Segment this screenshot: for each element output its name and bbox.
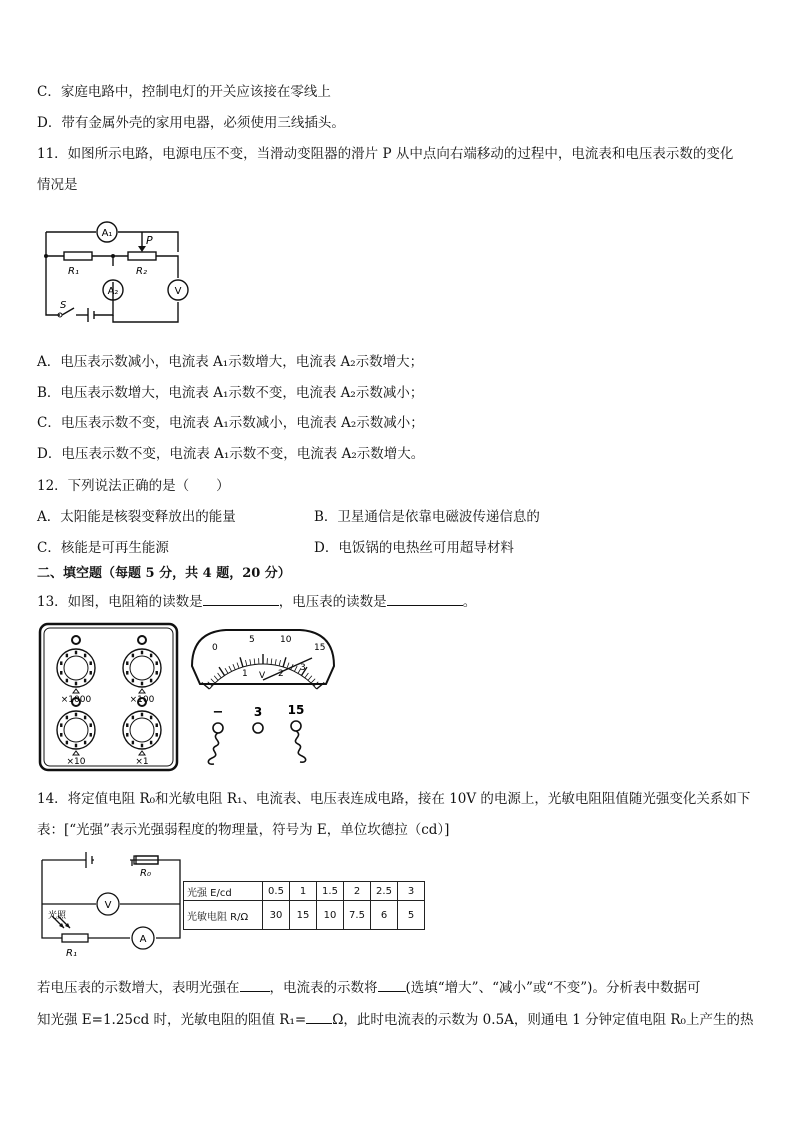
scale-tick [233, 664, 235, 670]
dial-digit-mark [75, 713, 77, 717]
dial-digit-mark [90, 661, 92, 665]
terminal-3-label: 3 [253, 705, 263, 719]
q11-option-c: C．电压表示数不变，电流表 A₁示数减小，电流表 A₂示数减小； [37, 415, 424, 431]
dial-digit-mark [84, 679, 86, 683]
q14-question-line2 [37, 1010, 753, 1029]
ammeter-a1-label: A₁ [101, 228, 113, 239]
scale-tick [275, 659, 276, 665]
terminal-negative-label: − [212, 705, 224, 720]
dial-digit-mark [156, 733, 158, 737]
table-cell: 6 [371, 901, 398, 930]
scale-unit-v: V [259, 671, 266, 681]
dial-digit-mark [84, 741, 86, 745]
dial-digit-mark [90, 671, 92, 675]
scale-tick [287, 663, 289, 669]
table-cell: 10 [317, 901, 344, 930]
dial-pointer [73, 689, 79, 693]
table-cell: 光敏电阻 R/Ω [184, 901, 263, 930]
dial-digit-mark [150, 716, 152, 720]
q14-blank-1[interactable] [240, 978, 270, 992]
dial-digit-mark [150, 654, 152, 658]
dial-pointer [139, 689, 145, 693]
q12-option-b: B．卫星通信是依靠电磁波传递信息的 [314, 509, 540, 525]
scale-tick [311, 679, 315, 683]
dial-ring [123, 649, 161, 687]
dial-digit-mark [90, 723, 92, 727]
q14-circuit-diagram [38, 846, 184, 960]
q14-stem-line1: 14．将定值电阻 R₀和光敏电阻 R₁、电流表、电压表连成电路，接在 10V 的电源上，光敏电阻阻值随光强变化关系如下 [37, 791, 751, 807]
dial-digit-mark [75, 651, 77, 655]
dial-digit-mark [141, 744, 143, 748]
r0-label: R₀ [140, 868, 151, 879]
scale-bottom-1: 1 [242, 669, 248, 679]
table-cell: 30 [263, 901, 290, 930]
q14-blank-3[interactable] [306, 1010, 332, 1024]
dial-digit-mark [141, 682, 143, 686]
q12-option-a: A．太阳能是核裂变释放出的能量 [37, 509, 236, 525]
dial-ring [64, 718, 88, 742]
dial-digit-mark [90, 733, 92, 737]
dial-label-x1: ×1 [135, 757, 149, 767]
q12-option-d: D．电饭锅的电热丝可用超导材料 [314, 540, 514, 556]
dial-digit-mark [132, 654, 134, 658]
q13-blank-2[interactable] [387, 592, 463, 606]
dial-digit-mark [141, 713, 143, 717]
slider-p-label: P [146, 234, 153, 247]
q14-text-5: Ω，此时电流表的示数为 0.5A，则通电 1 分钟定值电阻 R₀上产生的热 [332, 1012, 754, 1028]
scale-tick [219, 667, 224, 675]
q14-blank-2[interactable] [378, 978, 406, 992]
terminal-knob [138, 636, 146, 644]
resistance-box-figure [38, 622, 180, 772]
table-cell: 2 [344, 882, 371, 901]
dial-digit-mark [126, 723, 128, 727]
dial-digit-mark [132, 679, 134, 683]
dial-digit-mark [84, 716, 86, 720]
scale-tick [225, 668, 228, 673]
ammeter-a2-label: A₂ [107, 286, 119, 297]
q13-stem [37, 592, 476, 611]
scale-top-10: 10 [280, 635, 292, 645]
option-d-line: D．带有金属外壳的家用电器，必须使用三线插头。 [37, 115, 345, 131]
dial-ring [123, 711, 161, 749]
dial-digit-mark [60, 733, 62, 737]
table-cell: 3 [398, 882, 425, 901]
q14-text-1: 若电压表的示数增大，表明光强在 [37, 980, 240, 996]
scale-tick [245, 660, 246, 666]
scale-tick [283, 657, 286, 667]
dial-label-x10: ×10 [66, 757, 86, 767]
dial-digit-mark [126, 671, 128, 675]
scale-tick [240, 657, 243, 667]
scale-top-5: 5 [249, 635, 255, 645]
table-cell: 5 [398, 901, 425, 930]
dial-digit-mark [150, 741, 152, 745]
light-resistance-table [183, 881, 425, 930]
dial-digit-mark [141, 651, 143, 655]
q13-text-b: ，电压表的读数是 [278, 594, 387, 610]
dial-digit-mark [60, 671, 62, 675]
voltmeter-v-label: V [104, 900, 112, 911]
dial-ring [64, 656, 88, 680]
dial-digit-mark [75, 682, 77, 686]
dial-digit-mark [156, 723, 158, 727]
q14-question-line1 [37, 978, 700, 997]
dial-ring [130, 718, 154, 742]
table-cell: 1.5 [317, 882, 344, 901]
dial-digit-mark [66, 654, 68, 658]
ammeter-a-label: A [139, 934, 147, 945]
q14-text-4: 知光强 E=1.25cd 时，光敏电阻的阻值 R₁= [37, 1012, 307, 1028]
voltmeter-figure [186, 624, 340, 772]
scale-tick [250, 659, 251, 665]
table-cell: 2.5 [371, 882, 398, 901]
scale-tick [279, 660, 280, 666]
dial-digit-mark [126, 661, 128, 665]
scale-tick [237, 663, 239, 669]
q11-option-d: D．电压表示数不变，电流表 A₁示数不变，电流表 A₂示数增大。 [37, 446, 425, 462]
dial-pointer [139, 751, 145, 755]
dial-ring [57, 649, 95, 687]
q13-blank-1[interactable] [203, 592, 279, 606]
scale-tick [305, 673, 309, 678]
scale-tick [214, 676, 218, 681]
section-2-heading: 二、填空题（每题 5 分，共 4 题，20 分） [37, 566, 291, 581]
dial-digit-mark [156, 671, 158, 675]
scale-tick [211, 679, 215, 683]
dial-label-x100: ×100 [129, 695, 155, 705]
q11-option-a: A．电压表示数减小，电流表 A₁示数增大，电流表 A₂示数增大； [37, 354, 424, 370]
scale-top-15: 15 [314, 643, 326, 653]
dial-digit-mark [60, 661, 62, 665]
scale-tick [254, 659, 255, 665]
dial-digit-mark [66, 741, 68, 745]
q12-stem: 12．下列说法正确的是（ ） [37, 478, 230, 494]
r1-photoresistor-label: R₁ [66, 948, 77, 959]
q13-text-a: 13．如图，电阻箱的读数是 [37, 594, 203, 610]
scale-bottom-3: 3 [300, 663, 306, 673]
q12-option-c: C．核能是可再生能源 [37, 540, 169, 556]
dial-pointer [73, 751, 79, 755]
dial-digit-mark [126, 733, 128, 737]
voltmeter-label: V [174, 286, 182, 297]
q13-text-c: 。 [462, 594, 477, 610]
scale-bottom-2: 2 [278, 669, 284, 679]
table-cell: 0.5 [263, 882, 290, 901]
light-label: 光照 [48, 911, 67, 921]
q11-stem-line1: 11．如图所示电路，电源电压不变，当滑动变阻器的滑片 P 从中点向右端移动的过程中，电流表和电压表示数的变化 [37, 146, 734, 162]
table-cell: 7.5 [344, 901, 371, 930]
dial-digit-mark [60, 723, 62, 727]
scale-top-0: 0 [212, 643, 218, 653]
terminal-knob [72, 636, 80, 644]
r2-label: R₂ [136, 266, 147, 277]
table-cell: 光强 E/cd [184, 882, 263, 901]
dial-ring [57, 711, 95, 749]
scale-tick [294, 666, 297, 671]
table-row [184, 882, 425, 901]
dial-digit-mark [75, 744, 77, 748]
table-cell: 1 [290, 882, 317, 901]
table-cell: 15 [290, 901, 317, 930]
q14-stem-line2: 表：[“光强”表示光强弱程度的物理量，符号为 E，单位坎德拉（cd）] [37, 822, 450, 838]
dial-label-x1000: ×1000 [60, 695, 92, 705]
q11-stem-line2: 情况是 [37, 177, 78, 193]
q14-text-2: ，电流表的示数将 [269, 980, 378, 996]
option-c-line: C．家庭电路中，控制电灯的开关应该接在零线上 [37, 84, 331, 100]
dial-ring [130, 656, 154, 680]
table-row [184, 901, 425, 930]
dial-digit-mark [150, 679, 152, 683]
switch-s-label: S [60, 300, 67, 311]
scale-tick [218, 673, 222, 678]
dial-digit-mark [156, 661, 158, 665]
r1-label: R₁ [68, 266, 79, 277]
dial-digit-mark [132, 741, 134, 745]
dial-digit-mark [132, 716, 134, 720]
q11-circuit-diagram [38, 212, 190, 330]
dial-digit-mark [66, 716, 68, 720]
dial-digit-mark [84, 654, 86, 658]
dial-digit-mark [66, 679, 68, 683]
scale-tick [308, 676, 312, 681]
q14-text-3: (选填“增大”、“减小”或“不变”)。分析表中数据可 [405, 980, 701, 996]
scale-tick [271, 659, 272, 665]
q11-option-b: B．电压表示数增大，电流表 A₁示数不变，电流表 A₂示数减小； [37, 385, 424, 401]
terminal-15-label: 15 [287, 703, 305, 717]
scale-tick [229, 666, 232, 671]
